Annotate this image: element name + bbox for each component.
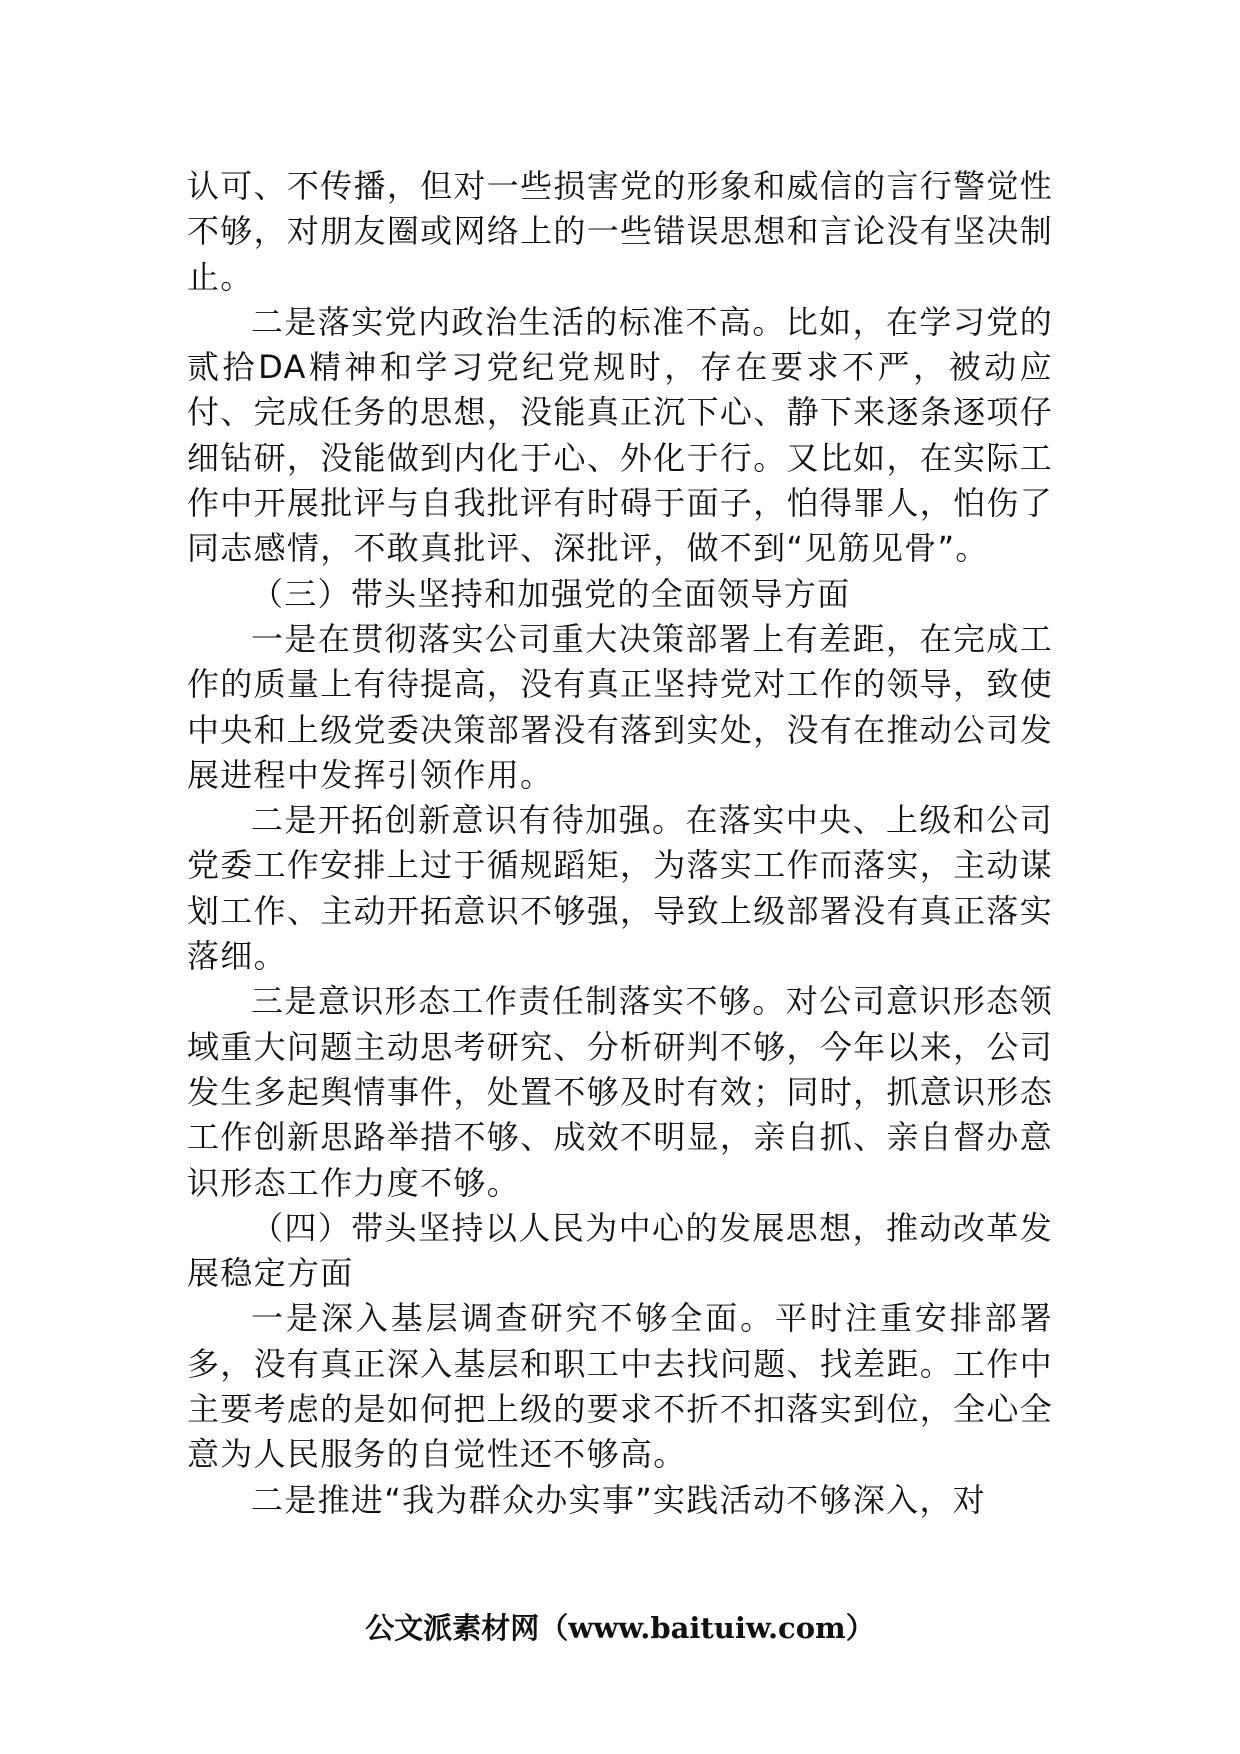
paragraph-point-two-political-life: 二是落实党内政治生活的标准不高。比如，在学习党的贰拾DA精神和学习党纪党规时，存在要求不严，被动应付、完成任务的思想，没能真正沉下心、静下来逐条逐项仔细钻研，没能做到内化于心、外化于行。又比如，在实际工作中开展批评与自我批评有时碍于面子，怕得罪人，怕伤了同志感情，不敢真批评、深批评，做不到“见筋见骨”。 — [187, 302, 1053, 568]
paragraph-point-two-innovation: 二是开拓创新意识有待加强。在落实中央、上级和公司党委工作安排上过于循规蹈矩，为落实工作而落实，主动谋划工作、主动开拓意识不够强，导致上级部署没有真正落实落细。 — [187, 801, 1053, 976]
section-heading-three: （三）带头坚持和加强党的全面领导方面 — [251, 574, 851, 613]
document-body — [187, 164, 1053, 1523]
paragraph-point-one-grassroots: 一是深入基层调查研究不够全面。平时注重安排部署多，没有真正深入基层和职工中去找问题、找差距。工作中主要考虑的是如何把上级的要求不折不扣落实到位，全心全意为人民服务的自觉性还不够高。 — [187, 1299, 1053, 1474]
section-heading-four: （四）带头坚持以人民为中心的发展思想，推动改革发展稳定方面 — [187, 1208, 1053, 1293]
paragraph-point-three-ideology: 三是意识形态工作责任制落实不够。对公司意识形态领域重大问题主动思考研究、分析研判不够，今年以来，公司发生多起舆情事件，处置不够及时有效；同时，抓意识形态工作创新思路举措不够、成效不明显，亲自抓、亲自督办意识形态工作力度不够。 — [187, 982, 1053, 1202]
paragraph-point-two-practice: 二是推进“我为群众办实事”实践活动不够深入，对 — [251, 1480, 987, 1519]
page-footer-watermark: 公文派素材网（www.baituiw.com） — [365, 1611, 875, 1645]
paragraph-point-one-decisions: 一是在贯彻落实公司重大决策部署上有差距，在完成工作的质量上有待提高，没有真正坚持党对工作的领导，致使中央和上级党委决策部署没有落到实处，没有在推动公司发展进程中发挥引领作用。 — [187, 619, 1053, 794]
paragraph-continuation: 认可、不传播，但对一些损害党的形象和威信的言行警觉性不够，对朋友圈或网络上的一些错误思想和言论没有坚决制止。 — [187, 167, 1053, 296]
